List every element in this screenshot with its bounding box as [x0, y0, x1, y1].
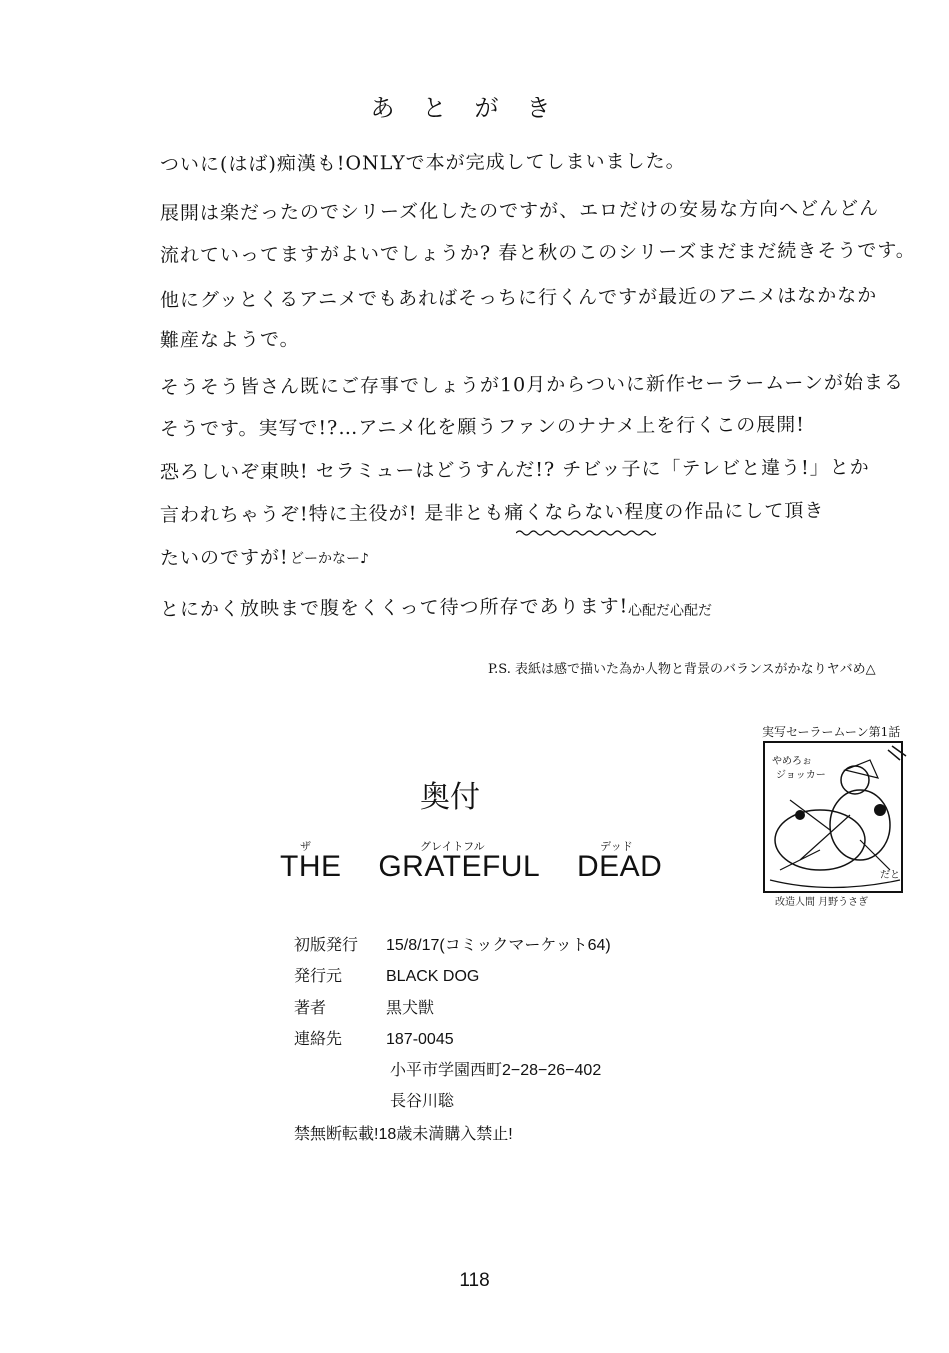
info-row	[294, 963, 479, 986]
ruby-text: グレイトフル	[420, 841, 485, 853]
info-label: 連絡先	[294, 1031, 343, 1048]
afterword-line: そうそう皆さん既にご存事でしょうが10月からついに新作セーラームーンが始まる	[159, 371, 904, 399]
info-value: 黒犬獣	[386, 1000, 435, 1017]
afterword-line: 恐ろしいぞ東映! セラミューはどうすんだ!? チビッ子に「テレビと違う!」とか	[159, 456, 870, 484]
afterword-line: 他にグッとくるアニメでもあればそっちに行くんですが最近のアニメはなかなか	[159, 284, 878, 312]
info-label: 発行元	[294, 968, 343, 985]
afterword-line: ついに(はば)痴漢も!ONLYで本が完成してしまいました。	[159, 150, 686, 176]
sketch-footer: 改造人間 月野うさぎ	[775, 897, 869, 908]
afterword-line: 言われちゃうぞ!特に主役が! 是非とも痛くならない程度の作品にして頂き	[159, 499, 825, 527]
afterword-line: たいのですが!	[159, 546, 289, 570]
ruby-text: デッド	[600, 841, 633, 853]
aside-note: どーかなー♪	[290, 551, 369, 567]
reprint-warning: 禁無断転載!18歳未満購入禁止!	[294, 1126, 513, 1143]
afterword-title: あとがき	[370, 94, 579, 122]
sketch-bubble: だと	[880, 870, 900, 881]
afterword-line: 流れていってますがよいでしょうか? 春と秋のこのシリーズまだまだ続きそうです。	[159, 239, 916, 267]
sketch-bubble: ジョッカー	[776, 770, 826, 781]
ruby-text: ザ	[300, 841, 311, 853]
contact-address: 小平市学園西町2−28−26−402	[390, 1062, 602, 1079]
book-title-word: THE	[280, 850, 342, 883]
colophon-title: 奥付	[420, 781, 480, 814]
sketch-caption: 実写セーラームーン第1話	[762, 725, 901, 739]
info-value: 15/8/17(コミックマーケット64)	[386, 937, 611, 954]
info-label: 初版発行	[294, 937, 359, 954]
info-label: 著者	[294, 1000, 327, 1017]
contact-name: 長谷川聡	[390, 1093, 455, 1110]
book-title-word: DEAD	[576, 850, 663, 883]
book-title	[280, 850, 662, 884]
info-value: BLACK DOG	[386, 968, 480, 985]
afterword-line: 展開は楽だったのでシリーズ化したのですが、エロだけの安易な方向へどんどん	[159, 197, 880, 225]
afterword-line: そうです。実写で!?…アニメ化を願うファンのナナメ上を行くこの展開!	[159, 413, 805, 441]
afterword-line: 難産なようで。	[159, 328, 300, 352]
book-title-word: GRATEFUL	[378, 850, 541, 883]
info-value: 187-0045	[386, 1031, 454, 1048]
afterword-line: とにかく放映まで腹をくくって待つ所存であります!	[159, 595, 629, 621]
wavy-underline	[516, 529, 656, 537]
sketch-bubble: やめろぉ	[772, 756, 812, 767]
postscript: P.S. 表紙は感で描いた為か人物と背景のバランスがかなりヤバめ△	[488, 662, 876, 677]
info-row	[294, 1026, 454, 1049]
aside-note: 心配だ心配だ	[628, 603, 712, 619]
page-number: 118	[459, 1270, 490, 1291]
info-row	[294, 932, 611, 955]
info-row	[294, 995, 434, 1018]
